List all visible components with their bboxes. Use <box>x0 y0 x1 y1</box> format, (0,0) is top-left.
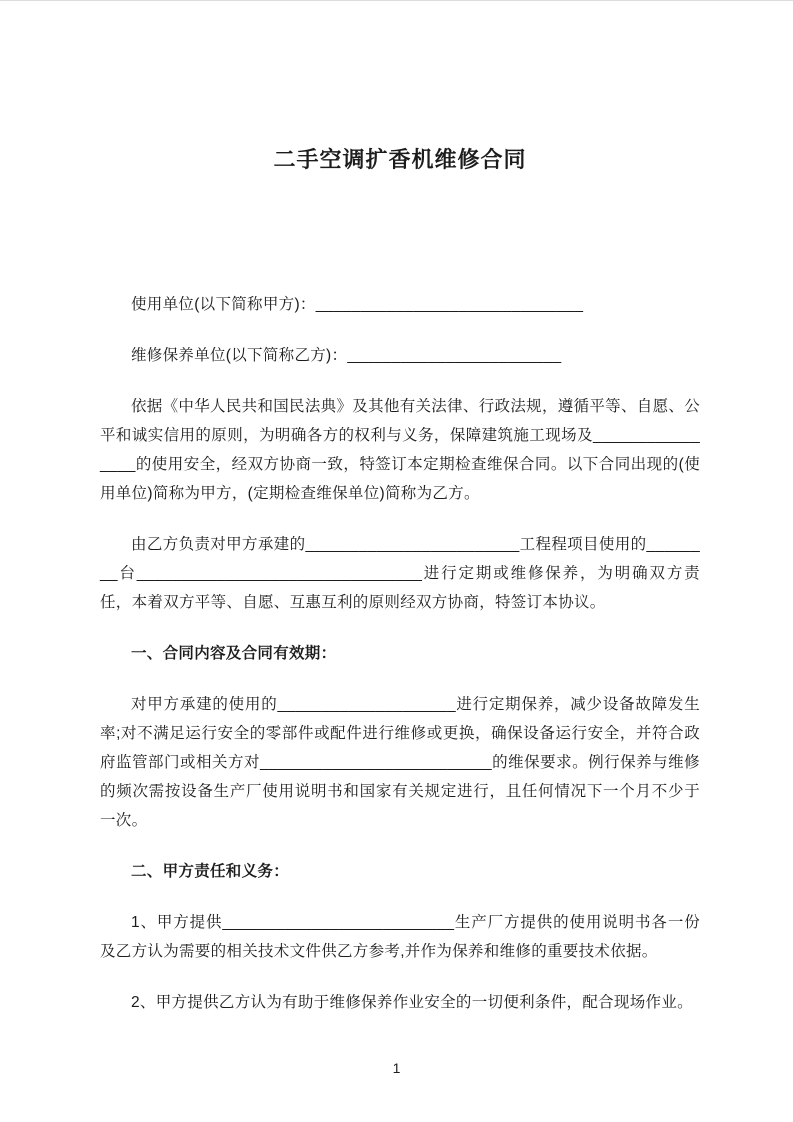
paragraph-preamble: 依据《中华人民共和国民法典》及其他有关法律、行政法规，遵循平等、自愿、公平和诚实信用的原则，为明确各方的权利与义务，保障建筑施工现场及________________的使用安全，经双方协商一致，特签订本定期检查维保合同。以下合同出现的(使用单位)简称为甲方，(定期检查维保单位)简称为乙方。 <box>100 398 700 502</box>
document-title: 二手空调扩香机维修合同 <box>273 147 527 172</box>
section-heading-2: 二、甲方责任和义务： <box>131 863 290 880</box>
paragraph-section1-body: 对甲方承建的使用的____________________进行定期保养，减少设备故障发生率;对不满足运行安全的零部件或配件进行维修或更换，确保设备运行安全，并符合政府监管部门或相关方对__________________________的维保要求。例行保养与维修的频次需按设备生产厂使用说明书和国家有关规定进行，且任何情况下一个月不少于一次。 <box>100 696 700 829</box>
paragraph-party-b: 维修保养单位(以下简称乙方)：________________________ <box>131 347 562 364</box>
paragraph-scope: 由乙方负责对甲方承建的________________________工程程项目使用的________台________________________________进行定期或维修保养，为明确双方责任，本着双方平等、自愿、互惠互利的原则经双方协商，特签订本协议。 <box>100 536 700 611</box>
section-heading-1: 一、合同内容及合同有效期： <box>131 645 337 662</box>
paragraph-clause-2: 2、甲方提供乙方认为有助于维修保养作业安全的一切便利条件，配合现场作业。 <box>131 994 693 1011</box>
paragraph-clause-1: 1、甲方提供__________________________生产厂方提供的使用说明书各一份及乙方认为需要的相关技术文件供乙方参考,并作为保养和维修的重要技术依据。 <box>100 914 700 960</box>
paragraph-party-a: 使用单位(以下简称甲方)：______________________________ <box>131 296 584 313</box>
page-number: 1 <box>392 1060 401 1076</box>
